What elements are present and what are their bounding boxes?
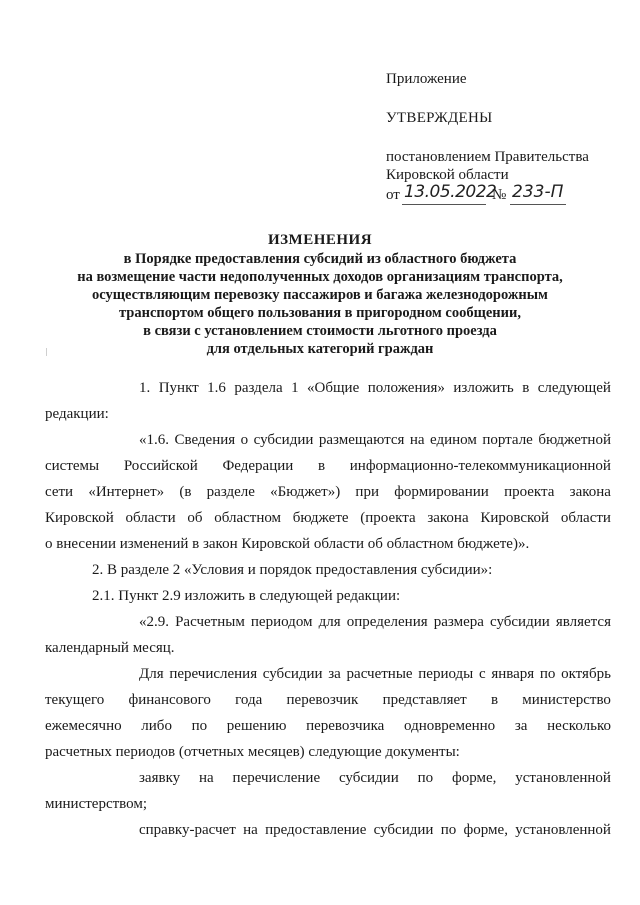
paragraph-1-line-1	[92, 375, 611, 401]
word: портале	[482, 432, 533, 448]
paragraph-5-line-2: календарный месяц.	[45, 640, 175, 656]
word: министерство	[522, 692, 611, 708]
document-body	[45, 375, 611, 843]
word: разделе	[206, 484, 255, 500]
word: Расчетным	[175, 614, 245, 630]
word: изложить	[453, 380, 514, 396]
word: 1.	[139, 380, 151, 396]
paragraph-6-line-3	[45, 713, 611, 739]
word: об	[187, 510, 203, 526]
word: перевозчик	[286, 692, 359, 708]
heading-line: для отдельных категорий граждан	[206, 341, 434, 357]
word: Для	[139, 666, 164, 682]
paragraph-5-line-1	[92, 609, 611, 635]
word: ежемесячно	[45, 718, 122, 734]
word: для	[318, 614, 341, 630]
heading-line: на возмещение части недополученных доходов организациям транспорта,	[77, 269, 563, 285]
annex-label: Приложение	[386, 71, 467, 87]
word: представляет	[382, 692, 467, 708]
approval-block	[386, 70, 626, 208]
word: «Бюджет»)	[270, 484, 341, 500]
word: субсидии	[338, 770, 399, 786]
word: 1.6	[207, 380, 226, 396]
word: за	[328, 666, 341, 682]
word: сети	[45, 484, 74, 500]
approved-label: УТВЕРЖДЕНЫ	[386, 110, 493, 126]
word: проекта	[504, 484, 555, 500]
word: бюджете	[292, 510, 349, 526]
word: при	[355, 484, 379, 500]
word: размещаются	[318, 432, 405, 448]
word: (проекта	[360, 510, 416, 526]
handwritten-number: 233-П	[512, 182, 564, 202]
word: информационно-телекоммуникационной	[349, 458, 611, 474]
paragraph-3: 2. В разделе 2 «Условия и порядок предоставления субсидии»:	[92, 562, 493, 578]
word: в	[317, 458, 326, 474]
word: «Общие	[307, 380, 360, 396]
word: субсидии	[490, 614, 550, 630]
heading-line: транспортом общего пользования в пригородном сообщении,	[119, 305, 521, 321]
word: заявку	[139, 770, 181, 786]
heading-line: осуществляющим перевозку пассажиров и багажа железнодорожным	[92, 287, 548, 303]
word: по	[417, 770, 434, 786]
word: несколько	[547, 718, 611, 734]
paragraph-2-line-1	[92, 427, 611, 453]
word: 1	[291, 380, 299, 396]
word: решению	[226, 718, 287, 734]
word: закона	[427, 510, 469, 526]
word: одновременно	[404, 718, 496, 734]
paragraph-1-line-2: редакции:	[45, 406, 109, 422]
word: на	[409, 432, 425, 448]
word: перечисление	[232, 770, 321, 786]
word: следующей	[537, 380, 611, 396]
word: является	[555, 614, 611, 630]
word: по	[539, 666, 556, 682]
word: либо	[141, 718, 172, 734]
word: справку-расчет	[139, 822, 236, 838]
word: области	[125, 510, 176, 526]
word: в	[522, 380, 530, 396]
word: на	[243, 822, 258, 838]
paragraph-2-line-5: о внесении изменений в закон Кировской области об областном бюджете)».	[45, 536, 530, 552]
word: за	[514, 718, 528, 734]
word: октябрь	[561, 666, 611, 682]
word: года	[235, 692, 263, 708]
word: раздела	[234, 380, 283, 396]
word: субсидии	[262, 666, 323, 682]
paragraph-4: 2.1. Пункт 2.9 изложить в следующей редакции:	[92, 588, 401, 604]
word: размера	[433, 614, 484, 630]
date-underline	[402, 204, 486, 205]
word: установленной	[515, 822, 611, 838]
approval-line-1: постановлением Правительства	[386, 149, 589, 165]
paragraph-6-line-4: расчетных периодов (отчетных месяцев) следующие документы:	[45, 744, 460, 760]
word: по	[440, 822, 457, 838]
word: (в	[179, 484, 192, 500]
word: закона	[569, 484, 611, 500]
paragraph-2-line-2	[45, 453, 611, 479]
word: Пункт	[158, 380, 199, 396]
word: в	[490, 692, 499, 708]
word: января	[491, 666, 535, 682]
number-underline	[510, 204, 566, 205]
word: расчетные	[346, 666, 413, 682]
word: периоды	[418, 666, 474, 682]
word: «Интернет»	[88, 484, 165, 500]
heading-title: ИЗМЕНЕНИЯ	[267, 232, 373, 248]
paragraph-2-line-3	[45, 479, 611, 505]
word: предоставление	[265, 822, 367, 838]
paragraph-2-line-4	[45, 505, 611, 531]
word: системы	[45, 458, 100, 474]
paragraph-8-line-1	[92, 817, 611, 843]
paragraph-6-line-2	[45, 687, 611, 713]
word: областном	[214, 510, 282, 526]
word: установленной	[515, 770, 611, 786]
approval-line-2: Кировской области	[386, 167, 509, 183]
word: Российской	[123, 458, 198, 474]
heading-line: в связи с установлением стоимости льготного проезда	[143, 323, 497, 339]
word: Федерации	[222, 458, 294, 474]
word: «2.9.	[139, 614, 169, 630]
word: текущего	[45, 692, 105, 708]
word: области	[560, 510, 611, 526]
heading-line: в Порядке предоставления субсидий из областного бюджета	[123, 251, 517, 267]
paragraph-7-line-2: министерством;	[45, 796, 148, 812]
word: перевозчика	[306, 718, 385, 734]
word: положения»	[367, 380, 445, 396]
word: о	[240, 432, 249, 448]
from-prefix: от	[386, 187, 400, 203]
word: Кировской	[45, 510, 114, 526]
word: бюджетной	[538, 432, 611, 448]
handwritten-date: 13.05.2022	[404, 182, 497, 202]
word: Сведения	[174, 432, 236, 448]
word: периодом	[250, 614, 313, 630]
word: перечисления	[169, 666, 258, 682]
word: по	[191, 718, 208, 734]
word: с	[478, 666, 486, 682]
margin-mark	[46, 348, 47, 356]
document-heading	[40, 231, 600, 358]
word: формировании	[394, 484, 489, 500]
word: определения	[346, 614, 428, 630]
word: форме,	[463, 822, 508, 838]
word: на	[199, 770, 214, 786]
word: едином	[430, 432, 477, 448]
word: Кировской	[480, 510, 550, 526]
word: форме,	[451, 770, 497, 786]
paragraph-7-line-1	[92, 765, 611, 791]
word: субсидии	[253, 432, 314, 448]
word: субсидии	[373, 822, 434, 838]
word: «1.6.	[139, 432, 169, 448]
date-number-line	[386, 184, 626, 208]
word: финансового	[128, 692, 211, 708]
paragraph-6-line-1	[92, 661, 611, 687]
number-sign: №	[492, 187, 507, 203]
